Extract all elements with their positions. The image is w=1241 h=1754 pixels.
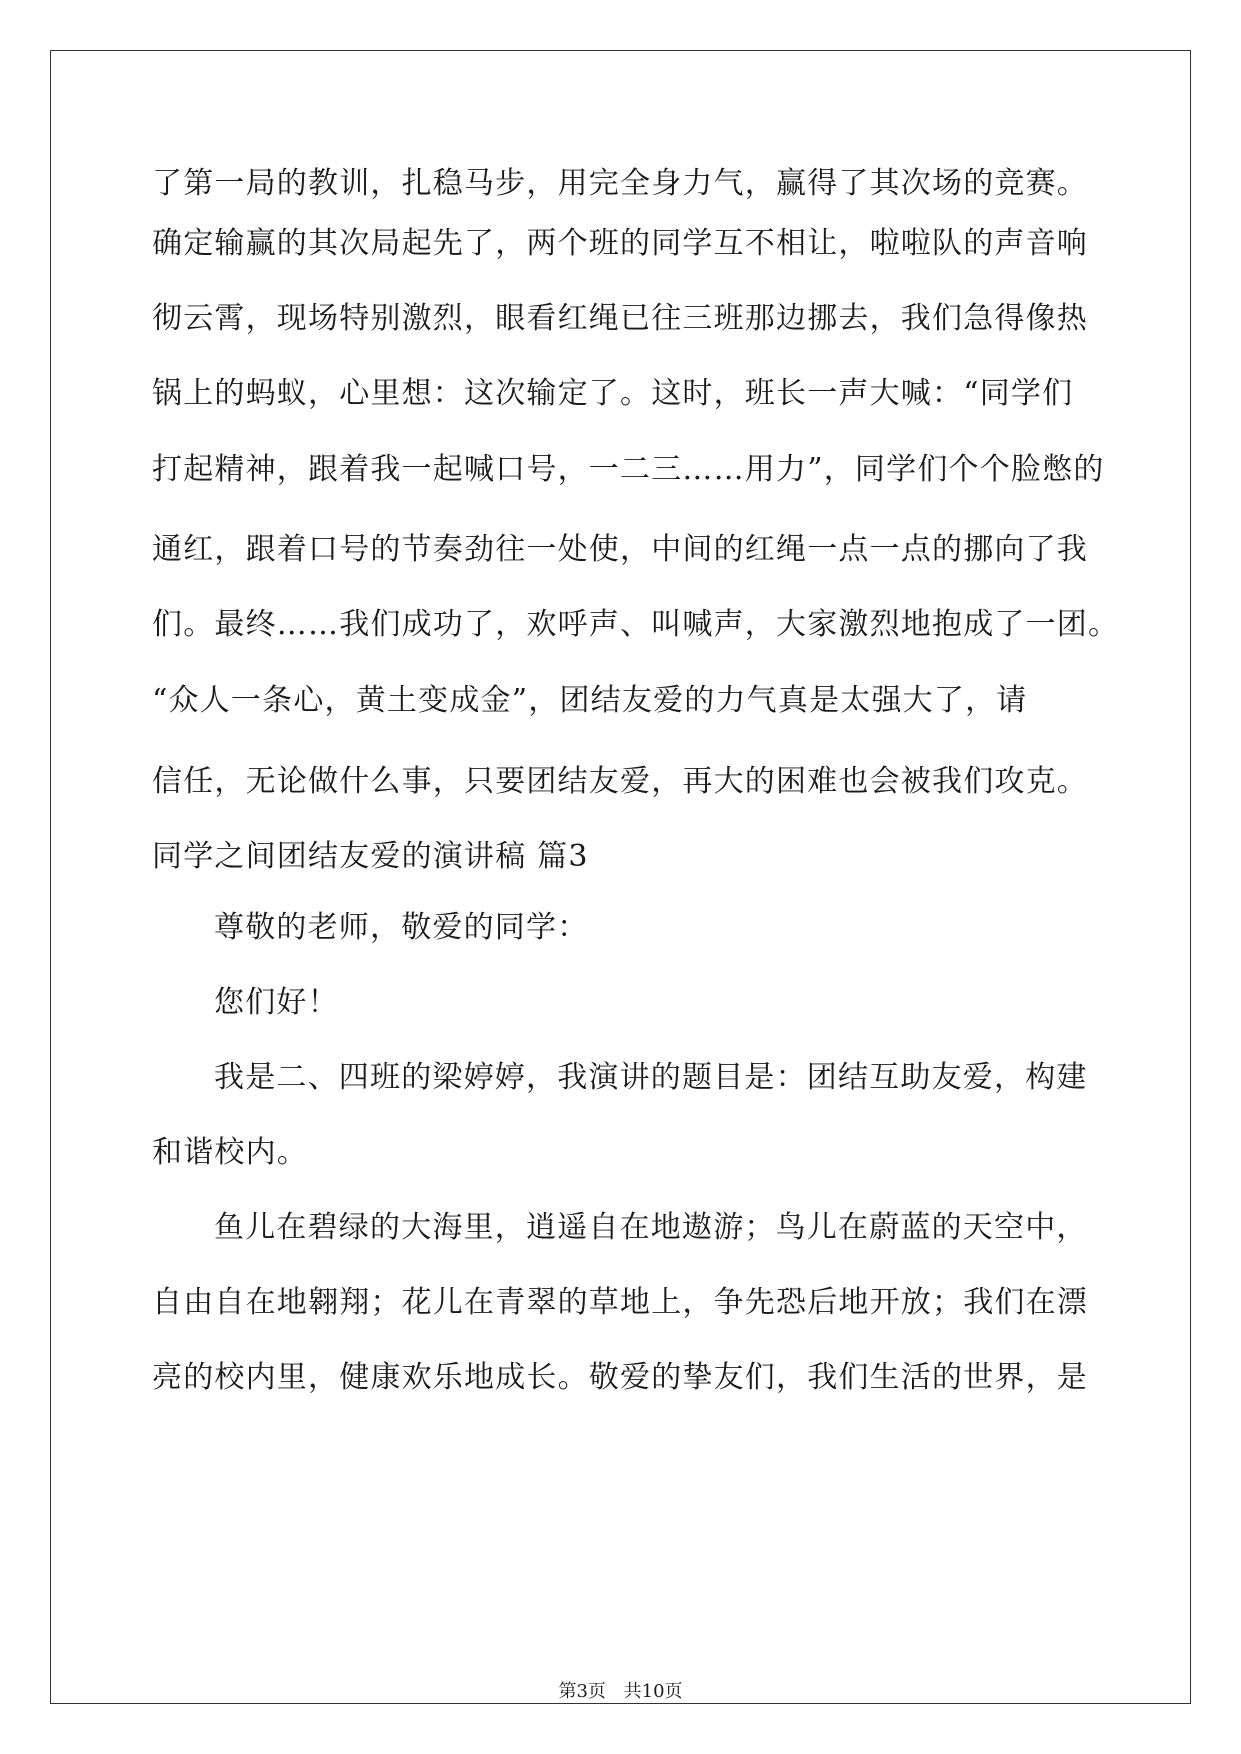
section-heading: 同学之间团结友爱的演讲稿 篇3 xyxy=(152,839,589,874)
body-line: 通红，跟着口号的节奏劲往一处使，中间的红绳一点一点的挪向了我 xyxy=(152,532,1088,567)
body-line: 锅上的蚂蚁，心里想：这次输定了。这时，班长一声大喊：“同学们 xyxy=(152,376,1074,411)
body-line: 和谐校内。 xyxy=(152,1135,308,1170)
body-line: 亮的校内里，健康欢乐地成长。敬爱的挚友们，我们生活的世界，是 xyxy=(152,1360,1088,1395)
salutation: 尊敬的老师，敬爱的同学： xyxy=(214,910,589,945)
body-line: 彻云霄，现场特别激烈，眼看红绳已往三班那边挪去，我们急得像热 xyxy=(152,301,1088,336)
greeting: 您们好！ xyxy=(214,985,339,1020)
page-footer xyxy=(0,1681,1241,1703)
page-total: 共10页 xyxy=(623,1681,683,1702)
page-number: 第3页 xyxy=(558,1681,606,1702)
body-line: 信任，无论做什么事，只要团结友爱，再大的困难也会被我们攻克。 xyxy=(152,764,1088,799)
body-line: 们。最终……我们成功了，欢呼声、叫喊声，大家激烈地抱成了一团。 xyxy=(152,607,1120,642)
body-line: 鱼儿在碧绿的大海里，逍遥自在地遨游；鸟儿在蔚蓝的天空中， xyxy=(214,1210,1088,1245)
body-line: 确定输赢的其次局起先了，两个班的同学互不相让，啦啦队的声音响 xyxy=(152,226,1088,261)
body-line: 打起精神，跟着我一起喊口号，一二三……用力”，同学们个个脸憋的 xyxy=(152,452,1105,487)
body-line: 自由自在地翱翔；花儿在青翠的草地上，争先恐后地开放；我们在漂 xyxy=(152,1285,1088,1320)
body-line: “众人一条心，黄土变成金”，团结友爱的力气真是太强大了，请 xyxy=(152,683,1028,718)
body-line: 了第一局的教训，扎稳马步，用完全身力气，赢得了其次场的竞赛。 xyxy=(152,166,1088,201)
body-line: 我是二、四班的梁婷婷，我演讲的题目是：团结互助友爱，构建 xyxy=(214,1060,1088,1095)
